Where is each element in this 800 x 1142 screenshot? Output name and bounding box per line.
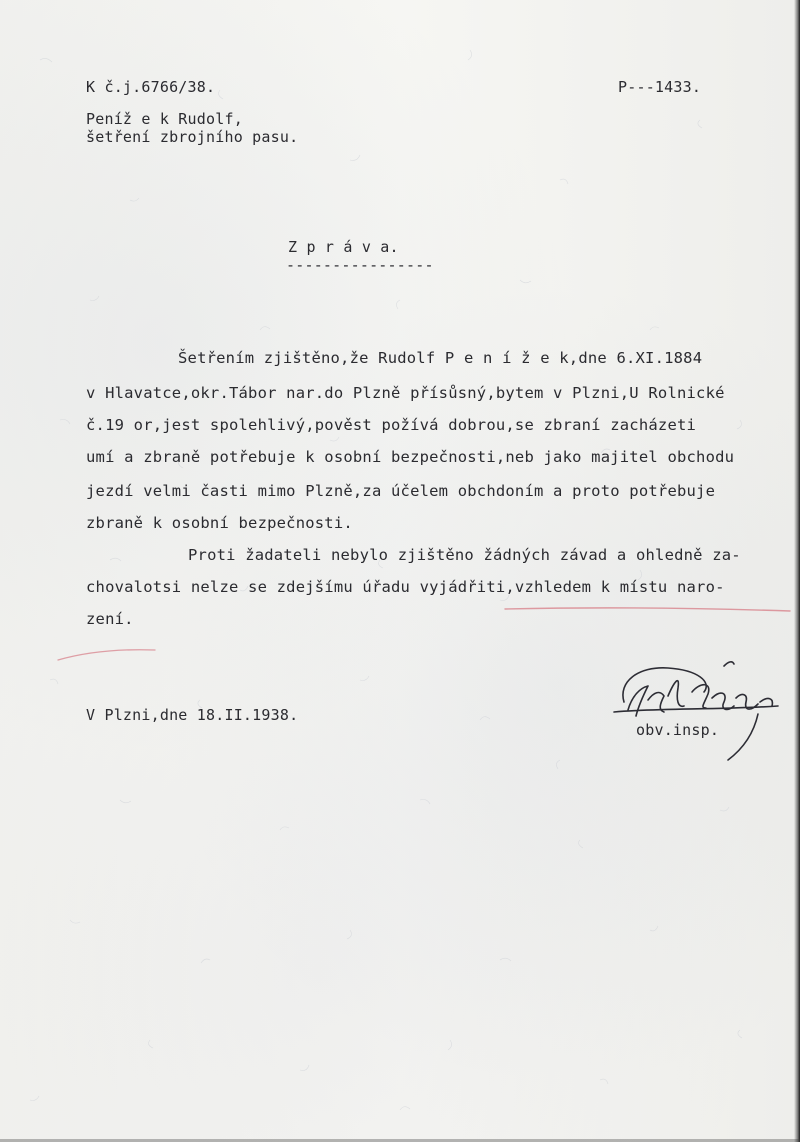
body-line: č.19 or,jest spolehlivý,pověst požívá dobrou,se zbraní zacházeti [86, 416, 697, 434]
body-line: chovalotsi nelze se zdejšímu úřadu vyjádřiti,vzhledem k místu naro- [86, 578, 725, 596]
body-line: zení. [86, 610, 134, 628]
subject-name: Peníž e k Rudolf, [86, 110, 243, 128]
file-number: P---1433. [618, 78, 702, 96]
body-line: jezdí velmi časti mimo Plzně,za účelem obchdoním a proto potřebuje [86, 482, 716, 500]
body-line: zbraně k osobní bezpečnosti. [86, 514, 353, 532]
handwritten-signature [608, 652, 788, 764]
body-line: Šetřením zjištěno,že Rudolf P e n í ž e k,dne 6.XI.1884 [178, 349, 703, 367]
scan-edge [794, 0, 800, 1142]
body-line: v Hlavatce,okr.Tábor nar.do Plzně přísůsný,bytem v Plzni,U Rolnické [86, 384, 725, 402]
reference-number: K č.j.6766/38. [86, 78, 216, 96]
body-line: umí a zbraně potřebuje k osobní bezpečnosti,neb jako majitel obchodu [86, 448, 735, 466]
document-title: Z p r á v a. [288, 238, 399, 256]
place-and-date: V Plzni,dne 18.II.1938. [86, 706, 299, 724]
title-underline: ---------------- [286, 256, 434, 274]
signatory-title: obv.insp. [636, 721, 720, 739]
subject-matter: šetření zbrojního pasu. [86, 128, 299, 146]
body-line: Proti žadateli nebylo zjištěno žádných závad a ohledně za- [188, 546, 741, 564]
